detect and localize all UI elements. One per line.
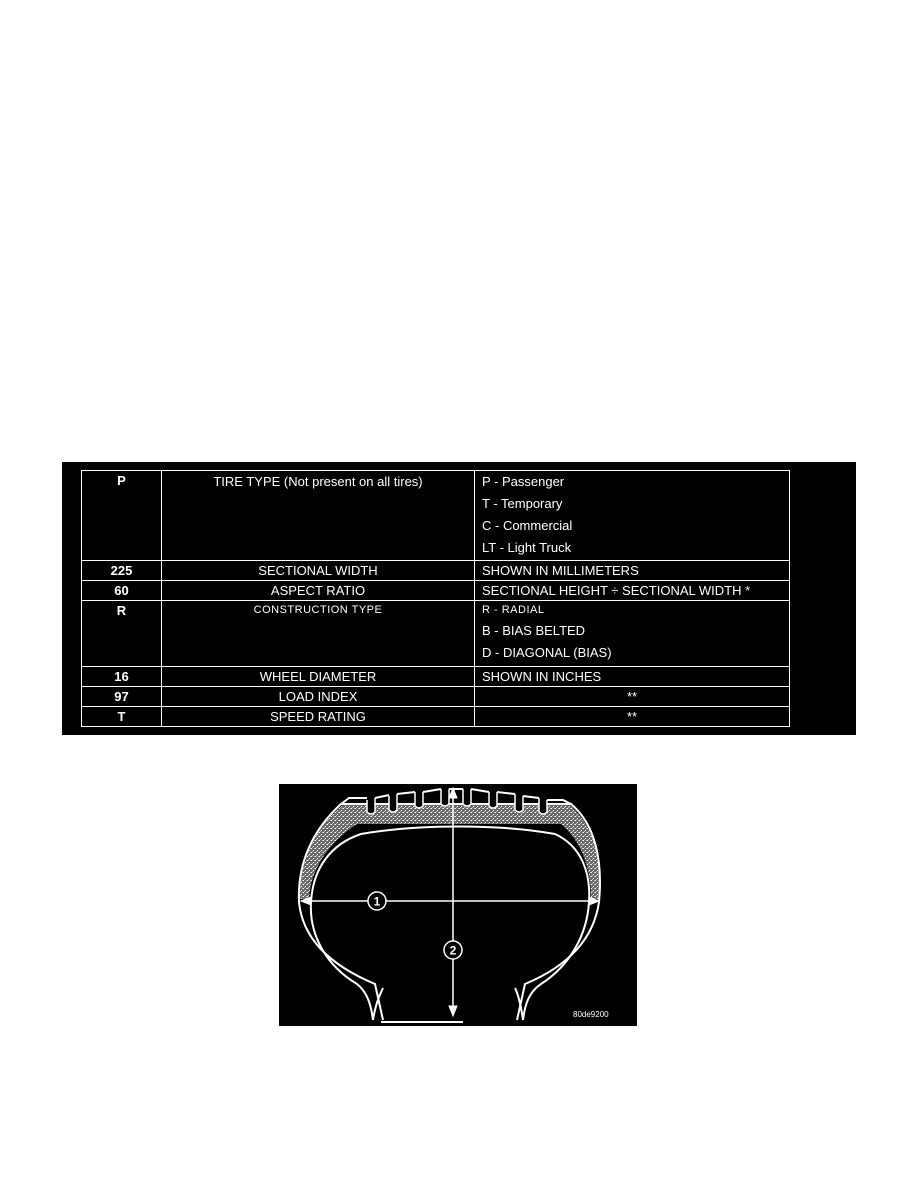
sectional-width-meanings <box>475 561 790 581</box>
meaning-bias-belted: B - BIAS BELTED <box>482 623 586 638</box>
wheel-diameter-code: 16 <box>82 667 162 687</box>
section-width-dimension <box>301 897 599 905</box>
table-row <box>82 687 790 707</box>
table-row <box>82 471 790 561</box>
tire-type-description: TIRE TYPE (Not present on all tires) <box>162 471 475 561</box>
wheel-diameter-description: WHEEL DIAMETER <box>162 667 475 687</box>
tire-inner-profile <box>311 827 589 1021</box>
speed-rating-code: T <box>82 707 162 727</box>
meaning-radial: R - RADIAL <box>482 604 545 616</box>
tire-code-table <box>81 470 790 727</box>
meaning-commercial: C - Commercial <box>482 518 573 533</box>
load-index-description: LOAD INDEX <box>162 687 475 707</box>
sectional-width-code: 225 <box>82 561 162 581</box>
tire-type-code: P <box>82 471 162 561</box>
svg-text:1: 1 <box>373 894 381 909</box>
construction-type-meanings <box>475 601 790 667</box>
tire-outer-profile <box>299 804 600 1020</box>
load-index-meanings <box>475 687 790 707</box>
tire-cross-section-figure <box>279 784 637 1026</box>
meaning-millimeters: SHOWN IN MILLIMETERS <box>482 563 639 578</box>
construction-type-description: CONSTRUCTION TYPE <box>162 601 475 667</box>
callout-2 <box>444 941 462 959</box>
speed-rating-meanings <box>475 707 790 727</box>
tire-type-meanings <box>475 471 790 561</box>
table-row <box>82 601 790 667</box>
meaning-height-over-width: SECTIONAL HEIGHT ÷ SECTIONAL WIDTH * <box>482 583 751 598</box>
sectional-width-description: SECTIONAL WIDTH <box>162 561 475 581</box>
meaning-passenger: P - Passenger <box>482 474 565 489</box>
callout-1 <box>368 892 386 910</box>
aspect-ratio-code: 60 <box>82 581 162 601</box>
meaning-diagonal-bias: D - DIAGONAL (BIAS) <box>482 645 612 660</box>
table-row <box>82 561 790 581</box>
meaning-inches: SHOWN IN INCHES <box>482 669 602 684</box>
tread-rubber <box>299 804 600 899</box>
load-index-code: 97 <box>82 687 162 707</box>
svg-text:2: 2 <box>449 943 457 958</box>
meaning-speed-rating-note: ** <box>626 709 638 724</box>
table-row <box>82 667 790 687</box>
tire-code-table-panel <box>62 462 856 735</box>
table-row <box>82 581 790 601</box>
figure-image-code: 80de9200 <box>573 1010 609 1019</box>
aspect-ratio-description: ASPECT RATIO <box>162 581 475 601</box>
tire-cross-section-diagram <box>279 784 637 1026</box>
construction-type-code: R <box>82 601 162 667</box>
meaning-load-index-note: ** <box>626 689 638 704</box>
table-row <box>82 707 790 727</box>
aspect-ratio-meanings <box>475 581 790 601</box>
wheel-diameter-meanings <box>475 667 790 687</box>
meaning-light-truck: LT - Light Truck <box>482 540 572 555</box>
speed-rating-description: SPEED RATING <box>162 707 475 727</box>
meaning-temporary: T - Temporary <box>482 496 563 511</box>
